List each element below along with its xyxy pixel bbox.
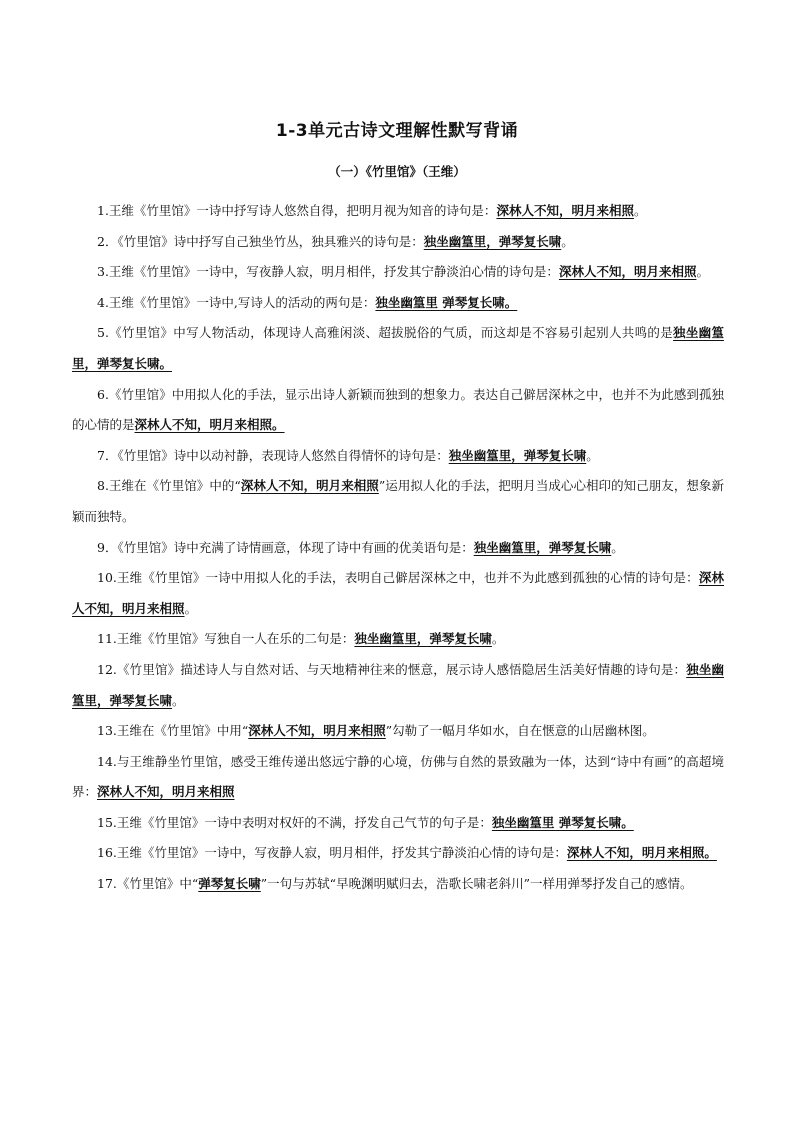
question-item (72, 471, 724, 532)
section-title: （一）《竹里馆》（王维） (328, 164, 466, 179)
question-tail: 。 (172, 692, 185, 708)
question-item (72, 747, 724, 808)
question-item (72, 533, 724, 564)
question-text: 11.王维《竹里馆》写独自一人在乐的二句是： (97, 631, 355, 647)
answer-text: 深林人不知，明月来相照 (558, 264, 697, 280)
question-tail: ”运用拟人化的手法，把明月当成心心相印的知己朋友，想象新颖而独特。 (72, 478, 724, 524)
question-item (72, 227, 724, 258)
question-item (72, 318, 724, 379)
answer-text: 独坐幽篁里 弹琴复长啸。 (491, 814, 634, 830)
question-text: 9．《竹里馆》诗中充满了诗情画意，体现了诗中有画的优美语句是： (97, 539, 474, 555)
answer-text: 深林人不知，明月来相照。 (566, 845, 717, 861)
answer-text: 深林人不知，明月来相照 (97, 784, 235, 800)
question-text: 17.《竹里馆》中“ (97, 876, 199, 892)
question-item (72, 196, 724, 227)
question-tail: ”一句与苏轼“早晚渊明赋归去，浩歌长啸老斜川”一样用弹琴抒发自己的感情。 (260, 876, 693, 892)
question-item (72, 380, 724, 441)
question-item (72, 441, 724, 472)
question-tail: 。 (491, 631, 505, 647)
answer-text: 深林人不知，明月来相照 (72, 570, 724, 616)
question-text: 16.王维《竹里馆》一诗中，写夜静人寂，明月相伴，抒发其宁静淡泊心情的诗句是： (97, 845, 567, 861)
answer-text: 独坐幽篁里，弹琴复长啸。 (72, 325, 724, 371)
question-tail: 。 (633, 203, 647, 218)
question-tail: 。 (561, 233, 574, 249)
question-item (72, 716, 724, 747)
question-item (72, 624, 724, 655)
question-text: 4.王维《竹里馆》一诗中,写诗人的活动的两句是： (97, 294, 376, 310)
answer-text: 独坐幽篁里 弹琴复长啸。 (375, 294, 518, 310)
answer-text: 独坐幽篁里，弹琴复长啸 (473, 539, 612, 555)
question-text: 10.王维《竹里馆》一诗中用拟人化的手法，表明自己僻居深林之中，也并不为此感到孤独的心情的诗句是： (97, 570, 699, 586)
answer-text: 深林人不知，明月来相照 (248, 723, 386, 739)
question-item (72, 869, 724, 900)
answer-text: 独坐幽篁里，弹琴复长啸 (448, 447, 587, 463)
question-text: 12.《竹里馆》描述诗人与自然对话、与天地精神往来的惬意，展示诗人感悟隐居生活美好情趣的诗句是： (97, 661, 687, 677)
question-tail: 。 (586, 447, 599, 463)
answer-text: 独坐幽篁里，弹琴复长啸 (354, 631, 492, 647)
question-item (72, 563, 724, 624)
question-tail: 。 (696, 264, 709, 280)
question-tail: ”勾勒了一幅月华如水，自在惬意的山居幽林图。 (385, 723, 655, 739)
document-title: 1-3单元古诗文理解性默写背诵 (275, 121, 519, 141)
question-item (72, 288, 724, 319)
question-text: 8.王维在《竹里馆》中的“ (97, 478, 241, 494)
answer-text: 弹琴复长啸 (198, 876, 261, 892)
question-item (72, 808, 724, 839)
question-text: 15.王维《竹里馆》一诗中表明对权奸的不满，抒发自己气节的句子是： (97, 814, 492, 830)
question-text: 6.《竹里馆》中用拟人化的手法，显示出诗人新颖而独到的想象力。表达自己僻居深林之中，也并不为此感到孤独的心情的是 (72, 386, 724, 433)
answer-text: 深林人不知，明月来相照。 (134, 417, 285, 433)
question-item (72, 257, 724, 288)
question-tail: 。 (611, 539, 624, 555)
question-item (72, 655, 724, 716)
answer-text: 深林人不知，明月来相照 (240, 478, 379, 494)
question-text: 14.与王维静坐竹里馆，感受王维传递出悠远宁静的心境，仿佛与自然的景致融为一体，达到“诗中有画”的高超境界： (72, 753, 724, 800)
question-text: 7．《竹里馆》诗中以动衬静，表现诗人悠然自得情怀的诗句是： (97, 447, 449, 463)
answer-text: 独坐幽篁里，弹琴复长啸 (423, 233, 562, 249)
question-text: 3.王维《竹里馆》一诗中，写夜静人寂，明月相伴，抒发其宁静淡泊心情的诗句是： (97, 264, 559, 280)
answer-text: 深林人不知，明月来相照 (496, 203, 634, 218)
question-text: 2．《竹里馆》诗中抒写自己独坐竹丛，独具雅兴的诗句是： (97, 233, 424, 249)
question-list (72, 196, 724, 900)
question-tail: 。 (184, 600, 198, 616)
question-text: 5.《竹里馆》中写人物活动，体现诗人高雅闲淡、超拔脱俗的气质，而这却是不容易引起别人共鸣的是 (97, 325, 674, 341)
answer-text: 独坐幽篁里，弹琴复长啸 (72, 661, 724, 708)
question-text: 13.王维在《竹里馆》中用“ (97, 723, 249, 739)
question-text: 1.王维《竹里馆》一诗中抒写诗人悠然自得，把明月视为知音的诗句是： (97, 203, 497, 218)
question-item (72, 838, 724, 869)
